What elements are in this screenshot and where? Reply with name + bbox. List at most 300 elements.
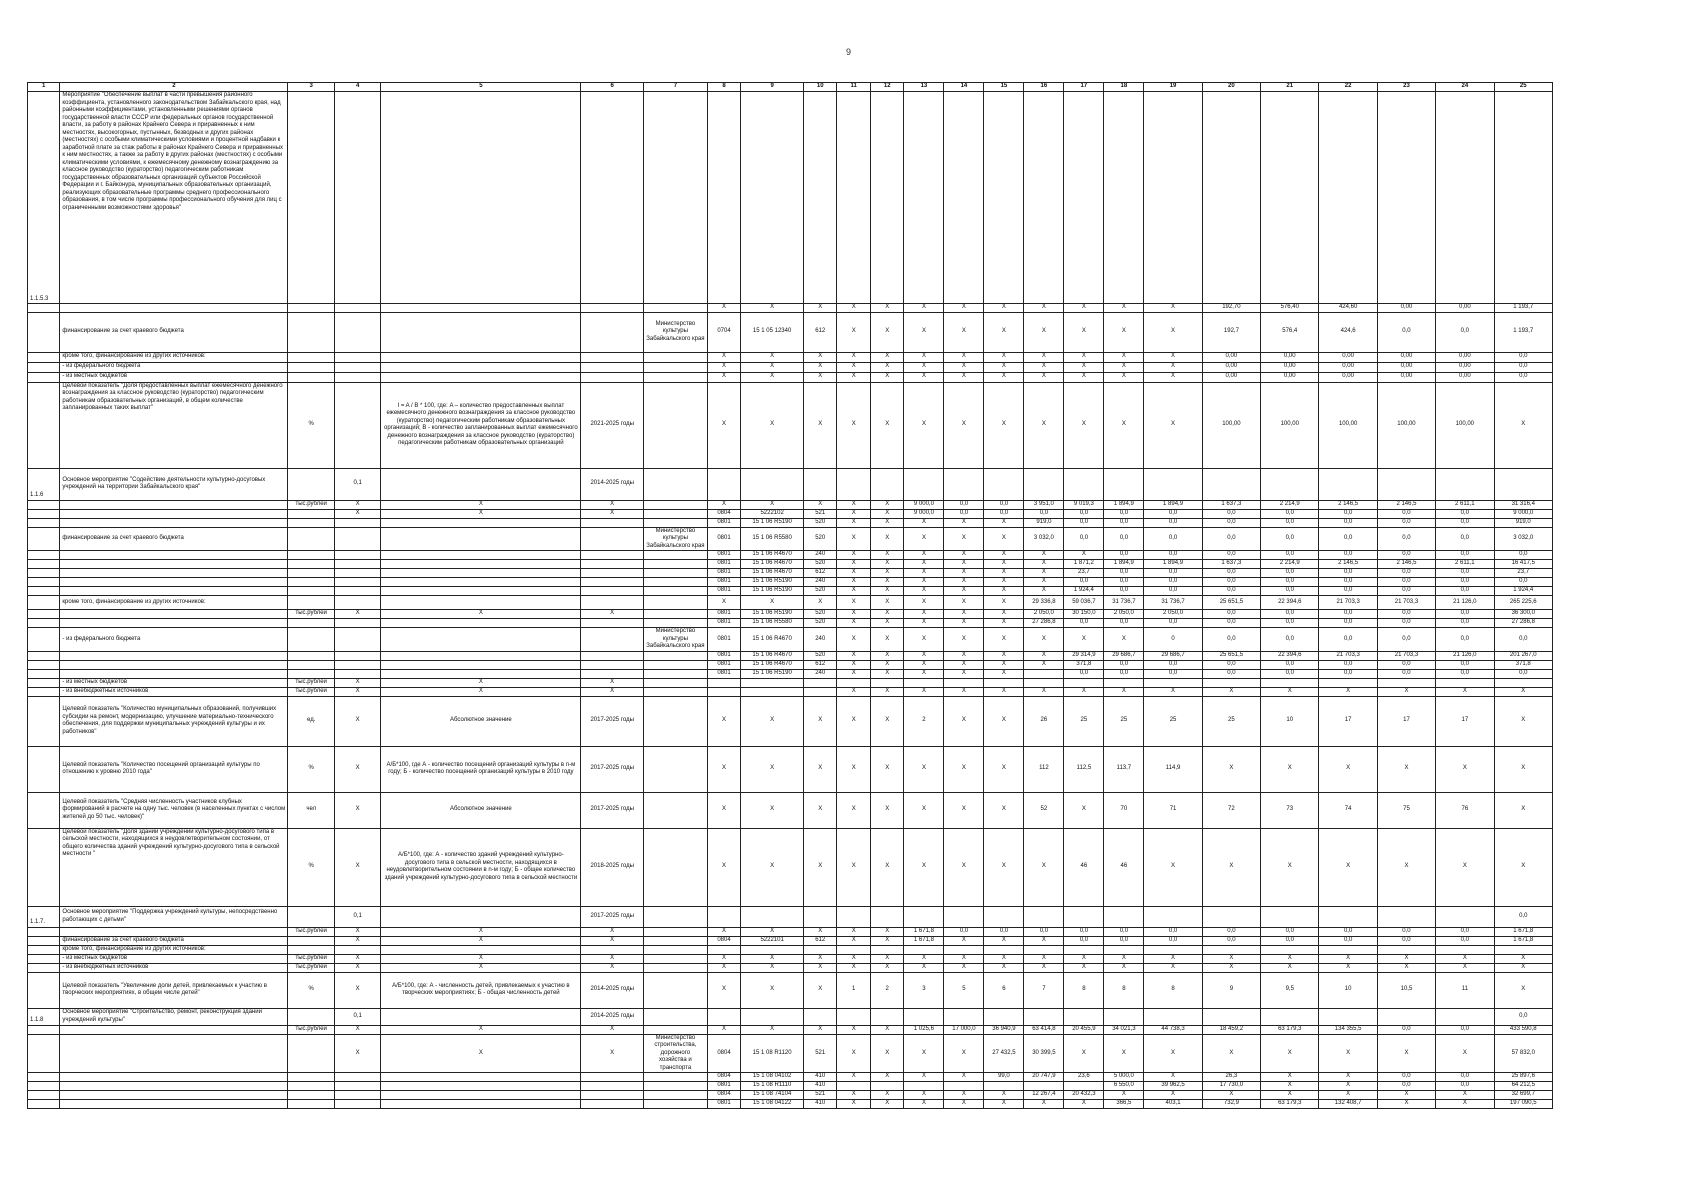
table-cell: 15 1 08 74104 [741, 1091, 804, 1100]
table-cell: Х [944, 352, 984, 362]
table-cell: Х [1024, 954, 1064, 963]
table-cell [644, 468, 708, 500]
table-cell: 73 [1261, 792, 1319, 828]
table-cell [1202, 92, 1260, 304]
table-cell: Х [944, 746, 984, 792]
table-cell [644, 1025, 708, 1034]
table-cell: 21 703,3 [1377, 596, 1435, 610]
table-cell: 15 1 06 R4670 [741, 660, 804, 669]
table-cell [28, 628, 60, 652]
column-header: 6 [581, 83, 644, 92]
table-cell: Х [707, 304, 741, 313]
table-cell: Х [837, 1034, 871, 1073]
table-cell: Х [904, 304, 944, 313]
table-cell [288, 936, 334, 945]
table-cell: 521 [803, 1091, 837, 1100]
table-cell: Х [1261, 1091, 1319, 1100]
table-cell: 3 032,0 [1494, 527, 1552, 551]
table-cell: 520 [803, 619, 837, 628]
table-cell: 0801 [707, 610, 741, 619]
column-header: 18 [1104, 83, 1144, 92]
table-cell: Х [904, 569, 944, 578]
table-cell [28, 1073, 60, 1082]
table-cell: Х [1064, 372, 1104, 382]
table-cell: Х [1064, 954, 1104, 963]
table-cell [28, 578, 60, 587]
table-cell [334, 312, 380, 352]
table-cell: Х [870, 746, 904, 792]
table-cell: Х [837, 518, 871, 527]
table-cell [28, 927, 60, 936]
table-cell: 22 394,6 [1261, 651, 1319, 660]
table-cell: 0,0 [1104, 587, 1144, 596]
table-cell: 1 671,8 [904, 936, 944, 945]
table-cell: 0801 [707, 651, 741, 660]
table-cell [288, 1082, 334, 1091]
table-cell [837, 1082, 871, 1091]
table-cell: 0,0 [1377, 927, 1435, 936]
table-cell: Х [1024, 628, 1064, 652]
table-cell: 3 032,0 [1024, 527, 1064, 551]
table-cell: 52 [1024, 792, 1064, 828]
table-cell: 15 1 06 R5580 [741, 527, 804, 551]
table-cell: - из внебюджетных источников [60, 963, 288, 972]
table-cell: 240 [803, 628, 837, 652]
table-cell: 0,1 [334, 1008, 380, 1025]
table-row [28, 569, 1553, 578]
table-row [28, 352, 1553, 362]
table-cell [28, 1034, 60, 1073]
table-cell: 57 832,0 [1494, 1034, 1552, 1073]
table-cell [28, 1082, 60, 1091]
table-cell [1144, 678, 1202, 687]
table-cell [28, 596, 60, 610]
table-cell [28, 569, 60, 578]
table-cell [803, 1008, 837, 1025]
table-cell: 0,0 [1261, 587, 1319, 596]
table-cell: 0,0 [1104, 927, 1144, 936]
table-cell [334, 660, 380, 669]
table-cell: Х [1319, 828, 1377, 906]
table-cell: 100,00 [1202, 382, 1260, 468]
table-row [28, 551, 1553, 560]
table-cell: 0,0 [1436, 312, 1494, 352]
table-cell: 5222102 [741, 509, 804, 518]
table-cell [60, 610, 288, 619]
table-cell: Х [1202, 1091, 1260, 1100]
table-cell [1024, 669, 1064, 678]
table-cell [28, 972, 60, 1008]
table-cell: Х [944, 1100, 984, 1109]
table-cell: 0,0 [1377, 1025, 1435, 1034]
table-cell: 612 [803, 936, 837, 945]
table-cell: Х [1064, 792, 1104, 828]
table-cell: 112 [1024, 746, 1064, 792]
table-cell: 25 [1064, 696, 1104, 746]
table-cell [288, 587, 334, 596]
table-cell: 2021-2025 годы [581, 382, 644, 468]
table-cell: Х [1261, 687, 1319, 696]
table-cell: 0,00 [1377, 352, 1435, 362]
table-cell [644, 372, 708, 382]
table-cell: Х [944, 382, 984, 468]
table-cell: 0,1 [334, 906, 380, 927]
table-cell [644, 1073, 708, 1082]
table-cell: 100,00 [1261, 382, 1319, 468]
table-cell: 576,40 [1261, 304, 1319, 313]
table-cell: 0,0 [1319, 509, 1377, 518]
table-row [28, 362, 1553, 372]
table-cell: Х [707, 963, 741, 972]
table-cell [581, 619, 644, 628]
table-cell: 100,00 [1377, 382, 1435, 468]
table-cell: Х [1064, 352, 1104, 362]
table-cell [381, 906, 581, 927]
table-cell [28, 936, 60, 945]
table-cell [334, 372, 380, 382]
table-cell: 0,0 [1064, 669, 1104, 678]
table-cell: Х [1202, 954, 1260, 963]
table-cell [1319, 945, 1377, 954]
table-cell: Х [1319, 954, 1377, 963]
table-cell [644, 963, 708, 972]
table-cell [1104, 678, 1144, 687]
table-cell: 10 [1319, 972, 1377, 1008]
table-cell: 29 686,7 [1144, 651, 1202, 660]
table-cell: Х [1494, 954, 1552, 963]
table-cell [28, 651, 60, 660]
table-cell: 9 000,0 [904, 500, 944, 509]
table-cell: Х [870, 1100, 904, 1109]
table-cell: 1 637,3 [1202, 560, 1260, 569]
table-cell [334, 382, 380, 468]
table-cell: 20 747,9 [1024, 1073, 1064, 1082]
table-cell [288, 518, 334, 527]
table-cell: 0,0 [1377, 587, 1435, 596]
table-cell: Х [1144, 352, 1202, 362]
table-cell: Х [837, 1073, 871, 1082]
table-cell: 21 126,0 [1436, 596, 1494, 610]
table-cell: - из местных бюджетов [60, 954, 288, 963]
table-cell: 9 000,0 [1494, 509, 1552, 518]
table-cell [581, 560, 644, 569]
table-cell: 15 1 08 04102 [741, 1073, 804, 1082]
table-cell: 2 146,5 [1377, 500, 1435, 509]
table-cell: 99,0 [984, 1073, 1024, 1082]
table-cell [288, 509, 334, 518]
table-cell: 15 1 08 R1120 [741, 1034, 804, 1073]
table-cell [381, 587, 581, 596]
table-cell [1319, 92, 1377, 304]
table-cell: 0,0 [1202, 610, 1260, 619]
table-cell: Х [870, 651, 904, 660]
table-cell: Х [904, 963, 944, 972]
table-cell [581, 669, 644, 678]
table-cell: % [288, 746, 334, 792]
table-cell: % [288, 382, 334, 468]
table-cell: 0,0 [1436, 927, 1494, 936]
table-cell [28, 382, 60, 468]
table-cell: Х [944, 792, 984, 828]
table-cell [1064, 468, 1104, 500]
table-cell: Х [381, 1025, 581, 1034]
table-cell [381, 468, 581, 500]
table-cell: Х [741, 382, 804, 468]
table-cell: Х [904, 628, 944, 652]
table-cell [944, 92, 984, 304]
table-cell: 0,0 [1261, 660, 1319, 669]
table-cell: Х [1024, 382, 1064, 468]
table-cell: Х [707, 954, 741, 963]
table-cell: 1 637,3 [1202, 500, 1260, 509]
table-cell [288, 596, 334, 610]
table-cell: 26,3 [1202, 1073, 1260, 1082]
table-cell [1104, 1008, 1144, 1025]
table-cell: 0804 [707, 1034, 741, 1073]
table-cell [1024, 1082, 1064, 1091]
table-cell: 0,0 [1494, 906, 1552, 927]
table-cell: Х [904, 362, 944, 372]
table-cell [1319, 678, 1377, 687]
table-cell: тыс.рублей [288, 678, 334, 687]
table-cell: 36 940,9 [984, 1025, 1024, 1034]
table-cell: Х [904, 610, 944, 619]
table-cell: Х [1024, 362, 1064, 372]
table-cell: Х [837, 382, 871, 468]
table-cell [581, 596, 644, 610]
table-cell: Х [837, 569, 871, 578]
table-cell [741, 468, 804, 500]
table-cell: Х [803, 362, 837, 372]
table-cell: Целевой показатель "Средняя численность участников клубных формирований в расчете на одну тыс. человек (в населенных пунктах с числом жителей до 50 тыс. человек)" [60, 792, 288, 828]
table-cell: 3 951,0 [1024, 500, 1064, 509]
table-cell [1494, 468, 1552, 500]
table-cell: Х [904, 382, 944, 468]
table-cell: 0,00 [1202, 372, 1260, 382]
table-cell [904, 1082, 944, 1091]
table-cell: Х [1024, 828, 1064, 906]
table-cell: 0801 [707, 660, 741, 669]
table-cell [334, 560, 380, 569]
table-cell [1377, 945, 1435, 954]
table-cell: 0,0 [1377, 527, 1435, 551]
table-cell: 10,5 [1377, 972, 1435, 1008]
table-cell: Х [1144, 963, 1202, 972]
table-cell: Х [1436, 1091, 1494, 1100]
table-cell [644, 792, 708, 828]
table-cell: Х [1144, 687, 1202, 696]
table-cell: 0,0 [1319, 927, 1377, 936]
table-cell [581, 578, 644, 587]
table-row [28, 500, 1553, 509]
table-cell: 2017-2025 годы [581, 696, 644, 746]
table-cell: Х [803, 1025, 837, 1034]
table-cell: 0,0 [1144, 669, 1202, 678]
table-cell: 1 924,4 [1064, 587, 1104, 596]
table-cell: Х [904, 527, 944, 551]
table-cell [334, 619, 380, 628]
table-cell: 100,00 [1319, 382, 1377, 468]
table-cell: Х [803, 746, 837, 792]
table-cell: 240 [803, 578, 837, 587]
table-cell: Х [1202, 828, 1260, 906]
table-cell: Х [870, 610, 904, 619]
table-cell: 424,60 [1319, 304, 1377, 313]
table-cell: 192,7 [1202, 312, 1260, 352]
table-cell: 0,0 [1494, 362, 1552, 372]
table-cell: 16 417,5 [1494, 560, 1552, 569]
table-cell: Х [707, 828, 741, 906]
table-cell [60, 619, 288, 628]
table-cell [60, 1073, 288, 1082]
table-cell: Х [984, 792, 1024, 828]
table-cell [707, 687, 741, 696]
table-cell: 15 1 06 R5580 [741, 619, 804, 628]
table-cell: 0,0 [1202, 669, 1260, 678]
table-cell: Х [1104, 382, 1144, 468]
table-cell: 1 671,8 [1494, 927, 1552, 936]
table-cell [288, 92, 334, 304]
table-cell: Х [837, 596, 871, 610]
table-cell: 0,0 [1104, 669, 1144, 678]
table-cell: 0,0 [1104, 578, 1144, 587]
table-cell: 0801 [707, 1100, 741, 1109]
table-cell: 23,7 [1494, 569, 1552, 578]
table-cell [381, 1091, 581, 1100]
table-cell: % [288, 828, 334, 906]
table-cell: 114,9 [1144, 746, 1202, 792]
table-cell [1104, 945, 1144, 954]
table-cell [1104, 468, 1144, 500]
table-cell: 0,0 [1319, 936, 1377, 945]
table-row [28, 828, 1553, 906]
table-cell: 0,00 [1436, 304, 1494, 313]
table-row [28, 906, 1553, 927]
table-cell: Х [904, 687, 944, 696]
table-cell: 0,0 [1261, 669, 1319, 678]
table-cell: Х [1144, 1091, 1202, 1100]
table-cell [1377, 678, 1435, 687]
table-cell: 15 1 06 R4670 [741, 569, 804, 578]
table-cell [644, 382, 708, 468]
table-cell [803, 468, 837, 500]
table-cell: 0804 [707, 936, 741, 945]
table-cell [644, 651, 708, 660]
table-cell: Х [1024, 936, 1064, 945]
table-cell: Х [837, 304, 871, 313]
table-cell: Х [944, 372, 984, 382]
table-cell: 17 [1436, 696, 1494, 746]
column-header: 14 [944, 83, 984, 92]
table-cell: 22 394,6 [1261, 596, 1319, 610]
page-number: 9 [845, 47, 851, 57]
table-cell: Х [984, 304, 1024, 313]
table-cell: Х [944, 596, 984, 610]
table-cell: 521 [803, 509, 837, 518]
table-cell: Х [870, 954, 904, 963]
table-cell: 0801 [707, 587, 741, 596]
table-cell: 5 [944, 972, 984, 1008]
table-cell [581, 587, 644, 596]
table-cell: 0,00 [1261, 362, 1319, 372]
table-cell [581, 660, 644, 669]
table-cell: 0,0 [1144, 518, 1202, 527]
table-cell: Х [984, 936, 1024, 945]
table-cell: Х [904, 1091, 944, 1100]
table-cell: 265 225,6 [1494, 596, 1552, 610]
table-cell: Х [803, 828, 837, 906]
table-cell: Х [944, 1034, 984, 1073]
table-cell: Х [904, 792, 944, 828]
table-cell: 34 021,3 [1104, 1025, 1144, 1034]
table-cell: Х [1494, 792, 1552, 828]
table-cell: 0,00 [1319, 352, 1377, 362]
table-cell: 0,00 [1319, 362, 1377, 372]
table-cell: Х [381, 509, 581, 518]
table-cell [1064, 1008, 1104, 1025]
table-cell [1202, 945, 1260, 954]
table-cell [741, 687, 804, 696]
table-cell [381, 92, 581, 304]
table-cell: Х [381, 1034, 581, 1073]
table-cell [1202, 468, 1260, 500]
table-cell [741, 906, 804, 927]
table-cell: 0,0 [1144, 619, 1202, 628]
table-cell: Абсолютное значение [381, 792, 581, 828]
table-cell: 0,0 [1202, 509, 1260, 518]
table-cell: Х [870, 963, 904, 972]
table-cell: 31 316,4 [1494, 500, 1552, 509]
table-cell [28, 696, 60, 746]
table-cell: 10 [1261, 696, 1319, 746]
table-cell [381, 945, 581, 954]
table-row [28, 92, 1553, 304]
table-cell: Х [984, 362, 1024, 372]
table-cell [288, 1008, 334, 1025]
table-cell [60, 1091, 288, 1100]
table-cell: 0,0 [1319, 669, 1377, 678]
table-row [28, 596, 1553, 610]
table-cell [1064, 92, 1104, 304]
table-cell [1436, 92, 1494, 304]
table-cell [381, 372, 581, 382]
table-cell [870, 1082, 904, 1091]
table-cell [60, 509, 288, 518]
table-cell: 0,00 [1319, 372, 1377, 382]
table-cell: Х [707, 1025, 741, 1034]
table-cell: 11 [1436, 972, 1494, 1008]
table-row [28, 382, 1553, 468]
table-cell: Х [803, 696, 837, 746]
table-cell [707, 1008, 741, 1025]
table-row [28, 587, 1553, 596]
table-cell: Х [1319, 1082, 1377, 1091]
table-cell: Х [1261, 1034, 1319, 1073]
table-cell: Х [741, 746, 804, 792]
table-cell [288, 362, 334, 372]
table-cell: Х [984, 1100, 1024, 1109]
table-cell: 17 [1377, 696, 1435, 746]
table-cell: 0,0 [1261, 527, 1319, 551]
table-cell [60, 518, 288, 527]
table-cell: Х [870, 619, 904, 628]
table-cell [288, 304, 334, 313]
table-cell: 433 590,8 [1494, 1025, 1552, 1034]
table-cell: 0,0 [1319, 569, 1377, 578]
table-cell: Х [984, 963, 1024, 972]
table-cell: Х [581, 1034, 644, 1073]
table-cell: 0,0 [1436, 1082, 1494, 1091]
